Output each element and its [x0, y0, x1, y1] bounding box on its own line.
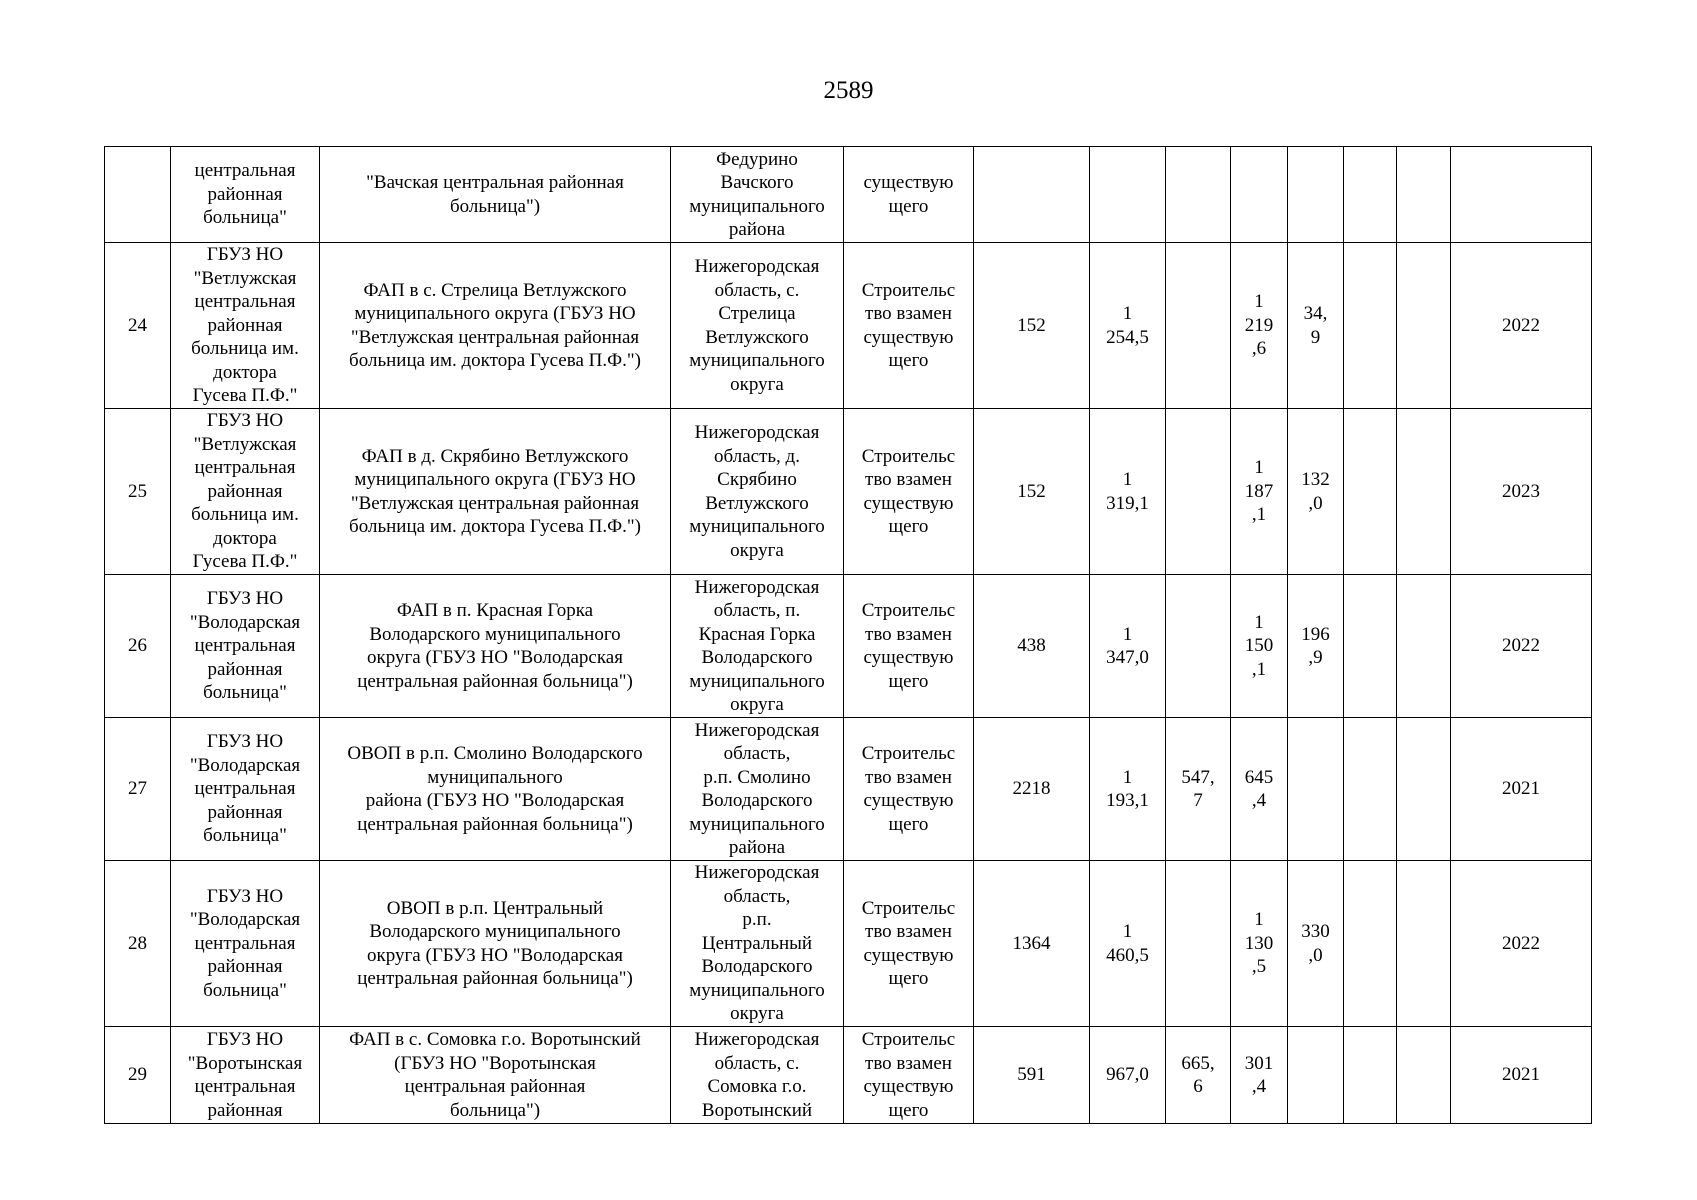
facility-name-cell: ФАП в п. Красная Горка Володарского муниципального округа (ГБУЗ НО "Володарская центральная районная больница")	[357, 600, 633, 692]
row-number: 24	[105, 243, 171, 409]
row-number: 26	[105, 575, 171, 718]
value-cell	[1344, 147, 1397, 243]
table-row	[105, 147, 1592, 243]
value-cell	[1166, 147, 1231, 243]
value-cell: 1 219 ,6	[1244, 291, 1274, 360]
table-row	[105, 718, 1592, 861]
value-cell: 547, 7	[1181, 766, 1215, 811]
value-cell	[1288, 147, 1344, 243]
row-number: 27	[105, 718, 171, 861]
value-cell	[1344, 243, 1397, 409]
value-cell: 967,0	[1106, 1064, 1149, 1086]
value-cell: 301 ,4	[1244, 1052, 1274, 1097]
row-number	[105, 147, 171, 243]
facilities-table	[104, 146, 1592, 1124]
location-cell: Нижегородская область, д. Скрябино Ветлужского муниципального округа	[689, 422, 825, 561]
work-type-cell: Строительс тво взамен существую щего	[861, 279, 956, 371]
table-row	[105, 861, 1592, 1027]
work-type-cell: Строительс тво взамен существую щего	[861, 1029, 956, 1121]
organization-cell: ГБУЗ НО "Ветлужская центральная районная больница им. доктора Гусева П.Ф."	[191, 244, 299, 407]
organization-cell: центральная районная больница"	[194, 160, 296, 229]
location-cell: Нижегородская область, п. Красная Горка Володарского муниципального округа	[689, 576, 825, 715]
table-body	[105, 147, 1592, 1124]
organization-cell: ГБУЗ НО "Володарская центральная районная больница"	[189, 588, 301, 704]
table-row	[105, 409, 1592, 575]
organization-cell: ГБУЗ НО "Володарская центральная районная больница"	[189, 885, 301, 1001]
value-cell: 665, 6	[1181, 1052, 1215, 1097]
location-cell: Нижегородская область, р.п. Центральный Володарского муниципального округа	[689, 862, 825, 1025]
value-cell	[1344, 409, 1397, 575]
value-cell	[1231, 147, 1288, 243]
year-cell: 2022	[1451, 243, 1592, 409]
value-cell: 34, 9	[1303, 303, 1328, 348]
work-type-cell: Строительс тво взамен существую щего	[861, 897, 956, 989]
value-cell	[1397, 718, 1451, 861]
value-cell	[1397, 1027, 1451, 1124]
year-cell: 2021	[1451, 1027, 1592, 1124]
year-cell: 2022	[1451, 861, 1592, 1027]
organization-cell: ГБУЗ НО "Воротынская центральная районная	[187, 1029, 303, 1121]
value-cell: 1 319,1	[1106, 469, 1149, 514]
page-number: 2589	[823, 77, 874, 104]
value-cell: 330 ,0	[1301, 921, 1330, 966]
facility-name-cell: ФАП в с. Сомовка г.о. Воротынский (ГБУЗ НО "Воротынская центральная районная больница")	[349, 1029, 641, 1121]
year-cell: 2023	[1451, 409, 1592, 575]
value-cell	[1397, 409, 1451, 575]
value-cell: 645 ,4	[1244, 766, 1274, 811]
value-cell	[1397, 243, 1451, 409]
value-cell: 1 347,0	[1106, 623, 1149, 668]
value-cell	[1344, 575, 1397, 718]
value-cell: 591	[974, 1027, 1090, 1124]
value-cell	[1397, 147, 1451, 243]
value-cell: 132 ,0	[1301, 469, 1330, 514]
location-cell: Федурино Вачского муниципального района	[689, 148, 825, 240]
year-cell: 2021	[1451, 718, 1592, 861]
table-row	[105, 1027, 1592, 1124]
facility-name-cell: ФАП в д. Скрябино Ветлужского муниципального округа (ГБУЗ НО "Ветлужская центральная районная больница им. доктора Гусева П.Ф.")	[349, 445, 641, 537]
value-cell	[974, 147, 1090, 243]
value-cell: 2218	[974, 718, 1090, 861]
table-row	[105, 575, 1592, 718]
table-row	[105, 243, 1592, 409]
work-type-cell: Строительс тво взамен существую щего	[861, 743, 956, 835]
year-cell: 2022	[1451, 575, 1592, 718]
value-cell	[1090, 147, 1166, 243]
value-cell	[1344, 718, 1397, 861]
year-cell	[1451, 147, 1592, 243]
row-number: 25	[105, 409, 171, 575]
value-cell: 152	[974, 243, 1090, 409]
value-cell	[1344, 1027, 1397, 1124]
value-cell	[1397, 575, 1451, 718]
work-type-cell: Строительс тво взамен существую щего	[861, 600, 956, 692]
value-cell: 1 130 ,5	[1244, 909, 1274, 978]
value-cell: 1 254,5	[1106, 303, 1149, 348]
organization-cell: ГБУЗ НО "Володарская центральная районная больница"	[189, 731, 301, 847]
work-type-cell: Строительс тво взамен существую щего	[861, 445, 956, 537]
value-cell: 1 150 ,1	[1244, 611, 1274, 680]
value-cell: 152	[974, 409, 1090, 575]
value-cell	[1344, 861, 1397, 1027]
location-cell: Нижегородская область, с. Стрелица Ветлужского муниципального округа	[689, 256, 825, 395]
row-number: 28	[105, 861, 171, 1027]
facility-name-cell: ОВОП в р.п. Смолино Володарского муниципального района (ГБУЗ НО "Володарская центральная районная больница")	[347, 743, 643, 835]
work-type-cell: существую щего	[863, 172, 954, 217]
value-cell: 1 187 ,1	[1244, 457, 1274, 526]
value-cell: 1364	[974, 861, 1090, 1027]
value-cell: 1 193,1	[1106, 766, 1149, 811]
facility-name-cell: ФАП в с. Стрелица Ветлужского муниципального округа (ГБУЗ НО "Ветлужская центральная районная больница им. доктора Гусева П.Ф.")	[349, 279, 641, 371]
location-cell: Нижегородская область, с. Сомовка г.о. Воротынский	[694, 1029, 820, 1121]
facility-name-cell: "Вачская центральная районная больница")	[366, 172, 624, 217]
value-cell	[1397, 861, 1451, 1027]
value-cell: 438	[974, 575, 1090, 718]
organization-cell: ГБУЗ НО "Ветлужская центральная районная больница им. доктора Гусева П.Ф."	[191, 410, 299, 573]
facility-name-cell: ОВОП в р.п. Центральный Володарского муниципального округа (ГБУЗ НО "Володарская центральная районная больница")	[357, 897, 633, 989]
location-cell: Нижегородская область, р.п. Смолино Володарского муниципального района	[689, 719, 825, 858]
value-cell: 196 ,9	[1301, 623, 1330, 668]
value-cell: 1 460,5	[1106, 921, 1149, 966]
row-number: 29	[105, 1027, 171, 1124]
